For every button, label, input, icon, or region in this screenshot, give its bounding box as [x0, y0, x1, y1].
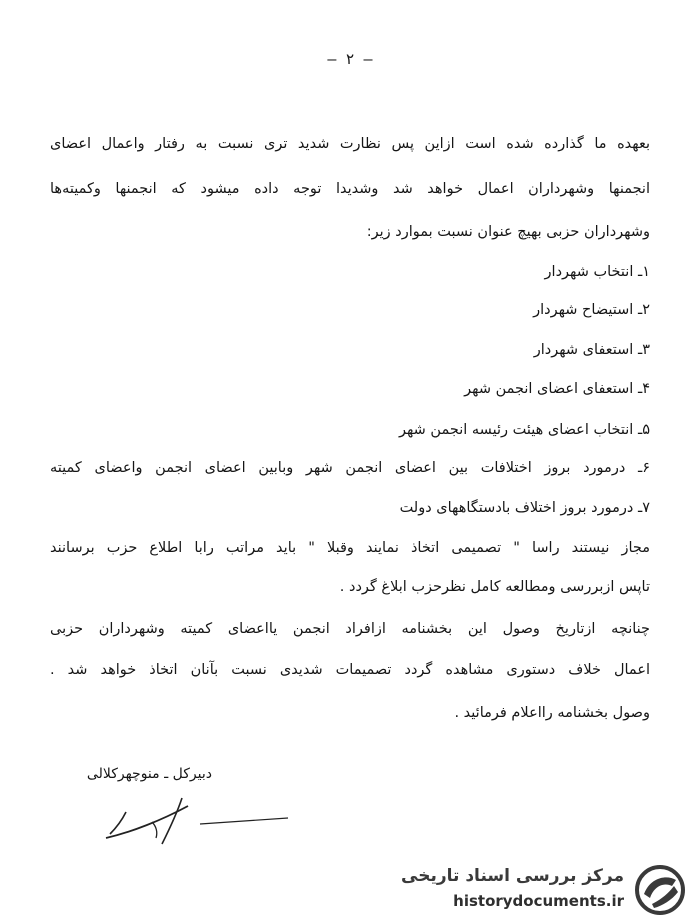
body-line: وشهرداران حزبی بهیچ عنوان نسبت بموارد زیر:: [366, 224, 650, 240]
archive-watermark: [401, 860, 694, 918]
archive-logo-icon: [632, 864, 688, 916]
watermark-url: historydocuments.ir: [453, 892, 624, 910]
watermark-title: مرکز بررسی اسناد تاریخی: [401, 866, 624, 886]
body-line: بعهده ما گذارده شده است ازاین پس نظارت شدید تری نسبت به رفتار واعمال اعضای: [50, 136, 650, 152]
list-item: ۶ـ درمورد بروز اختلافات بین اعضای انجمن شهر وبابین اعضای انجمن واعضای کمیته: [50, 460, 650, 476]
list-item: ۴ـ استعفای اعضای انجمن شهر: [464, 381, 650, 397]
list-item: ۳ـ استعفای شهردار: [533, 342, 650, 358]
body-line: اعمال خلاف دستوری مشاهده گردد تصمیمات شدیدی نسبت بآنان اتخاذ خواهد شد .: [50, 662, 650, 678]
list-item: ۱ـ انتخاب شهردار: [544, 264, 650, 280]
list-item: ۵ـ انتخاب اعضای هیئت رئیسه انجمن شهر: [398, 422, 650, 438]
list-item: ۲ـ استیضاح شهردار: [533, 302, 650, 318]
body-line: تاپس ازبررسی ومطالعه کامل نظرحزب ابلاغ گردد .: [339, 579, 650, 595]
page-number: — ۲ —: [327, 50, 373, 68]
handwritten-signature: [92, 792, 292, 848]
body-line: انجمنها وشهرداران اعمال خواهد شد وشدیدا توجه داده میشود که انجمنها وکمیته‌ها: [50, 181, 650, 197]
body-line: مجاز نیستند راسا " تصمیمی اتخاذ نمایند وقبلا " باید مراتب رابا اطلاع حزب برسانند: [50, 540, 650, 556]
list-item: ۷ـ درمورد بروز اختلاف بادستگاههای دولت: [399, 500, 650, 516]
body-line: چنانچه ازتاریخ وصول این بخشنامه ازافراد انجمن یااعضای کمیته وشهرداران حزبی: [50, 621, 650, 637]
signature-title: دبیرکل ـ منوچهرکلالی: [86, 766, 212, 782]
body-line: وصول بخشنامه رااعلام فرمائید .: [454, 705, 650, 721]
